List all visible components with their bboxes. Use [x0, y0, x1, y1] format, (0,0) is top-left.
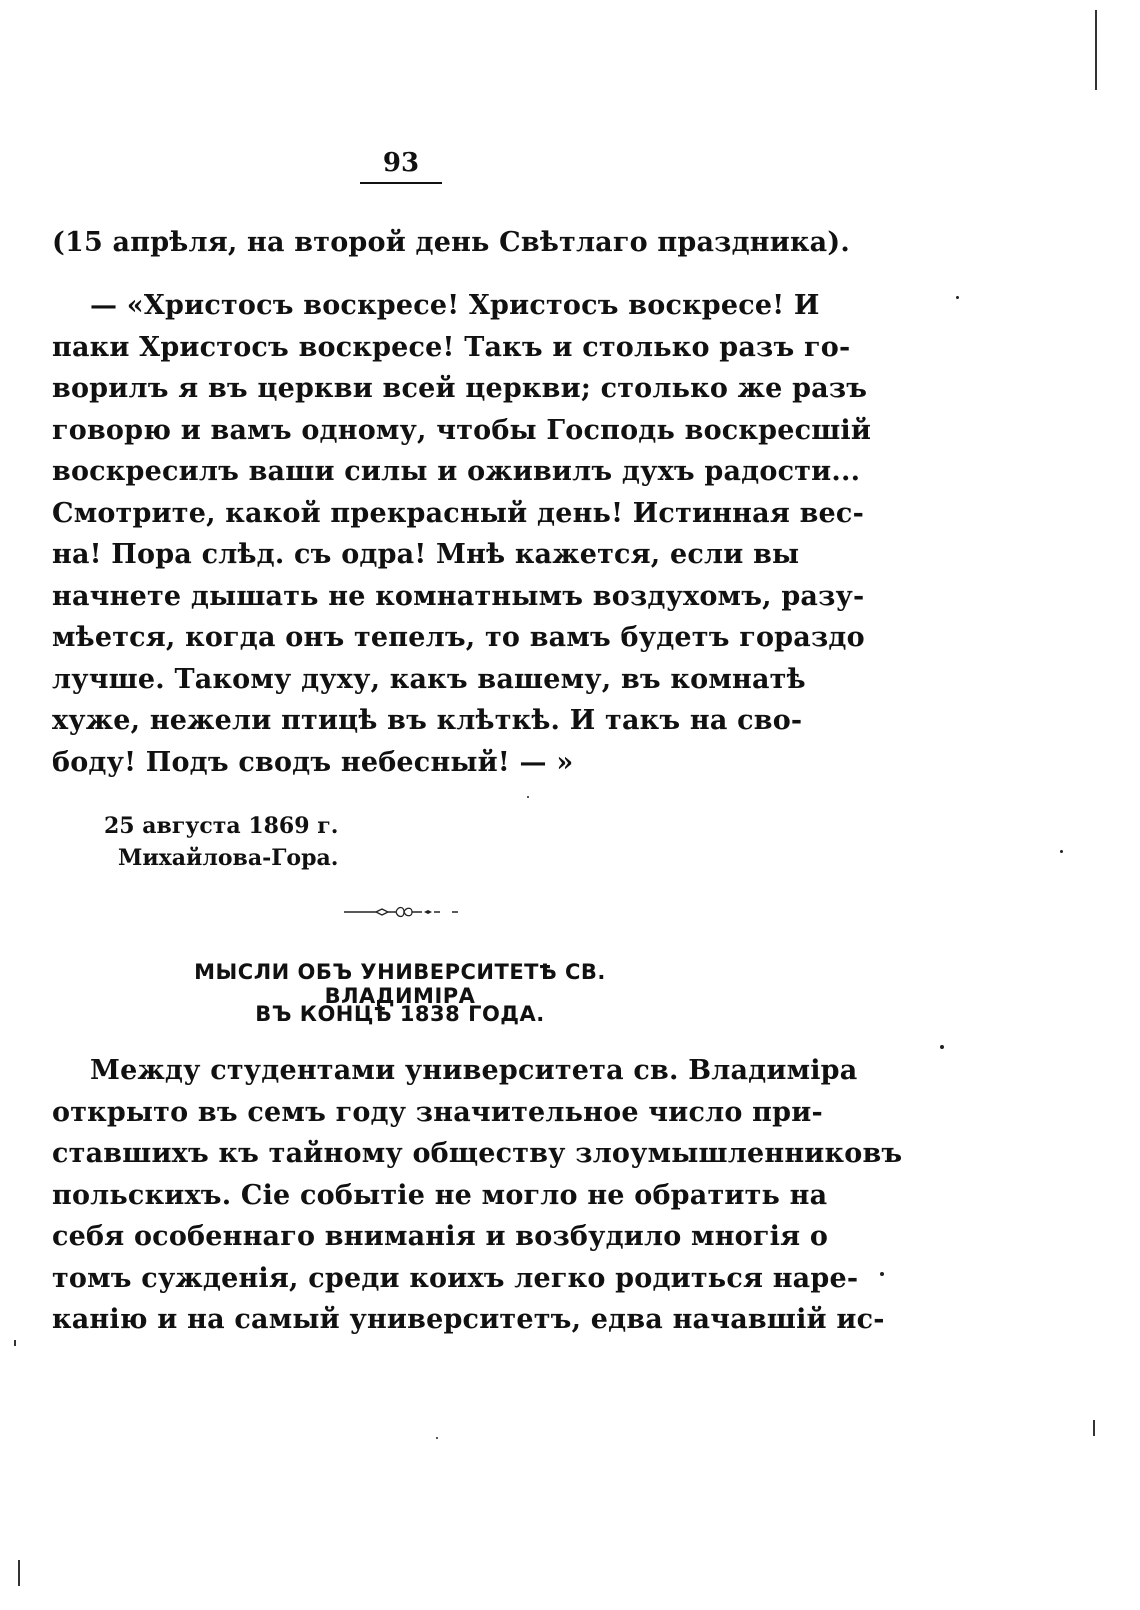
quote-line: боду! Подъ сводъ небесный! — » — [52, 746, 574, 778]
scan-speck — [940, 1045, 944, 1049]
page-number: 93 — [360, 148, 442, 184]
article-line: ставшихъ къ тайному обществу злоумышленниковъ — [52, 1138, 903, 1169]
section-heading-line-2: ВЪ КОНЦѢ 1838 ГОДА. — [255, 1002, 545, 1026]
quote-paragraph — [52, 285, 872, 783]
quote-line: хуже, нежели птицѣ въ клѣткѣ. И такъ на сво- — [52, 705, 803, 736]
article-line: томъ сужденія, среди коихъ легко родиться наре- — [52, 1262, 859, 1294]
article-line: открыто въ семъ году значительное число при- — [52, 1096, 823, 1128]
quote-line: на! Пора слѣд. съ одра! Мнѣ кажется, если вы — [52, 539, 800, 570]
scan-speck — [880, 1272, 884, 1276]
quote-line: начнете дышать не комнатнымъ воздухомъ, разу- — [52, 580, 865, 612]
article-line: польскихъ. Сіе событіе не могло не обратить на — [52, 1179, 828, 1211]
quote-line: — «Христосъ воскресе! Христосъ воскресе! И — [90, 290, 820, 321]
article-line: себя особеннаго вниманія и возбудило многія о — [52, 1221, 829, 1252]
signature-block — [104, 810, 338, 874]
quote-line: мѣется, когда онъ тепелъ, то вамъ будетъ гораздо — [52, 622, 865, 653]
signature-date: 25 августа 1869 г. — [104, 813, 339, 839]
scan-edge-mark — [14, 1340, 16, 1346]
article-line: Между студентами университета св. Владиміра — [90, 1055, 858, 1086]
intro-line: (15 апрѣля, на второй день Свѣтлаго праздника). — [52, 227, 850, 258]
scan-edge-mark — [1093, 1420, 1095, 1436]
scan-edge-mark — [18, 1560, 20, 1586]
quote-line: воскресилъ ваши силы и оживилъ духъ радости... — [52, 456, 861, 487]
signature-place: Михайлова-Гора. — [118, 845, 339, 871]
scan-speck — [1060, 850, 1063, 853]
quote-line: паки Христосъ воскресе! Такъ и столько разъ го- — [52, 331, 851, 363]
scan-speck — [527, 796, 529, 798]
intro-paragraph — [52, 222, 850, 264]
article-line: канію и на самый университетъ, едва начавшій ис- — [52, 1304, 885, 1335]
scan-speck — [956, 296, 959, 299]
scan-speck — [436, 1437, 438, 1439]
quote-line: ворилъ я въ церкви всей церкви; столько же разъ — [52, 373, 868, 404]
quote-line: лучше. Такому духу, какъ вашему, въ комнатѣ — [52, 663, 806, 695]
section-divider-ornament — [342, 902, 462, 922]
article-paragraph — [52, 1050, 903, 1341]
quote-line: Смотрите, какой прекрасный день! Истинная вес- — [52, 497, 864, 529]
quote-line: говорю и вамъ одному, чтобы Господь воскресшій — [52, 414, 872, 446]
section-heading-line-1: МЫСЛИ ОБЪ УНИВЕРСИТЕТѢ СВ. ВЛАДИМІРА — [194, 960, 606, 1008]
scan-edge-mark — [1095, 10, 1097, 90]
